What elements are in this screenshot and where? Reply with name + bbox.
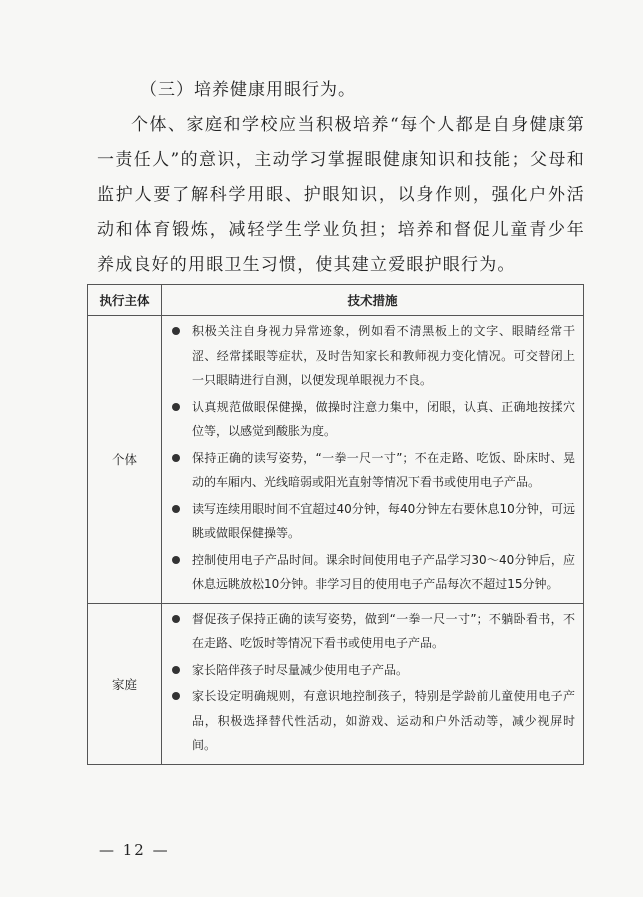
- list-item-text: 家长设定明确规则，有意识地控制孩子，特别是学龄前儿童使用电子产品，积极选择替代性活动，如游戏、运动和户外活动等，减少视屏时间。: [192, 689, 575, 752]
- measures-table: [87, 284, 584, 765]
- bullet-icon: [172, 403, 180, 411]
- list-item: [172, 684, 575, 758]
- bullet-icon: [172, 505, 180, 513]
- list-item: [172, 658, 575, 683]
- list-item-text: 家长陪伴孩子时尽量减少使用电子产品。: [192, 662, 409, 677]
- header-measures: 技术措施: [162, 285, 584, 316]
- bullet-icon: [172, 615, 180, 623]
- bullet-icon: [172, 692, 180, 700]
- list-item-text: 保持正确的读写姿势，“一拳一尺一寸”；不在走路、吃饭、卧床时、晃动的车厢内、光线暗弱或阳光直射等情况下看书或使用电子产品。: [192, 450, 575, 489]
- list-item-text: 督促孩子保持正确的读写姿势，做到“一拳一尺一寸”；不躺卧看书，不在走路、吃饭时等情况下看书或使用电子产品。: [192, 611, 575, 650]
- list-item-text: 认真规范做眼保健操，做操时注意力集中，闭眼，认真、正确地按揉穴位等，以感觉到酸胀为度。: [192, 399, 575, 438]
- bullet-icon: [172, 454, 180, 462]
- bullet-icon: [172, 556, 180, 564]
- list-item: [172, 497, 575, 546]
- list-item-text: 积极关注自身视力异常迹象，例如看不清黑板上的文字、眼睛经常干涩、经常揉眼等症状，及时告知家长和教师视力变化情况。可交替闭上一只眼睛进行自测，以便发现单眼视力不良。: [192, 324, 575, 387]
- list-item: [172, 319, 575, 393]
- section-heading: （三）培养健康用眼行为。: [140, 80, 356, 100]
- list-item-text: 控制使用电子产品时间。课余时间使用电子产品学习30～40分钟后，应休息远眺放松10分钟。非学习目的使用电子产品每次不超过15分钟。: [192, 552, 575, 591]
- measure-list: [172, 607, 575, 758]
- header-subject: 执行主体: [88, 285, 162, 316]
- row-measures-individual: [162, 316, 584, 604]
- list-item: [172, 395, 575, 444]
- page-number: — 12 —: [99, 841, 170, 859]
- row-subject-individual: 个体: [88, 316, 162, 604]
- row-subject-family: 家庭: [88, 603, 162, 764]
- table-header-row: [88, 285, 584, 316]
- list-item: [172, 607, 575, 656]
- measure-list: [172, 319, 575, 597]
- list-item-text: 读写连续用眼时间不宜超过40分钟，每40分钟左右要休息10分钟，可远眺或做眼保健操等。: [192, 501, 575, 540]
- bullet-icon: [172, 327, 180, 335]
- table-row: [88, 603, 584, 764]
- list-item: [172, 548, 575, 597]
- row-measures-family: [162, 603, 584, 764]
- intro-paragraph: 个体、家庭和学校应当积极培养“每个人都是自身健康第一责任人”的意识，主动学习掌握眼健康知识和技能；父母和监护人要了解科学用眼、护眼知识，以身作则，强化户外活动和体育锻炼，减轻学生学业负担；培养和督促儿童青少年养成良好的用眼卫生习惯，使其建立爱眼护眼行为。: [97, 115, 585, 275]
- list-item: [172, 446, 575, 495]
- table-row: [88, 316, 584, 604]
- bullet-icon: [172, 666, 180, 674]
